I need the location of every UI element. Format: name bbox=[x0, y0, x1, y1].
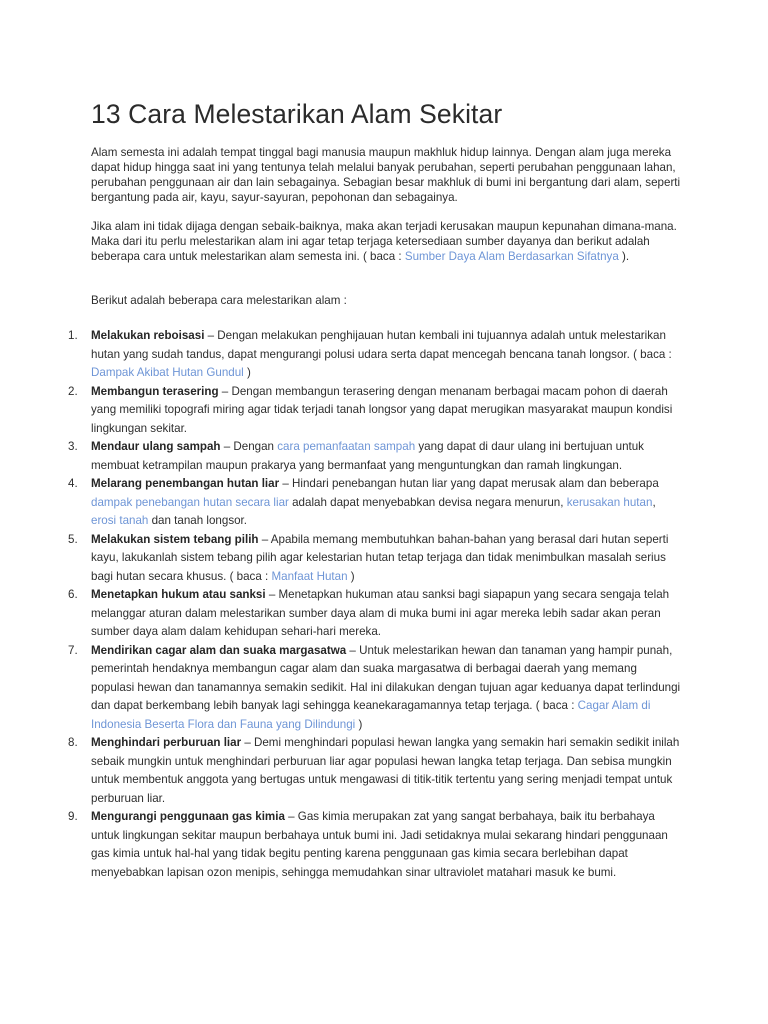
list-item-text: – Hindari penebangan hutan liar yang dapat merusak alam dan beberapa bbox=[279, 477, 659, 490]
list-item-number: 5. bbox=[68, 532, 78, 546]
list-item bbox=[0, 531, 681, 587]
list-item-text: adalah dapat menyebabkan devisa negara menurun, bbox=[288, 495, 567, 509]
list-item bbox=[0, 586, 681, 642]
list-item bbox=[0, 642, 681, 735]
list-item bbox=[0, 475, 681, 531]
list-item-text: – Gas kimia merupakan zat yang sangat berbahaya, baik itu berbahaya untuk lingkungan sekitar maupun berbahaya untuk bumi ini. Jadi setidaknya mulai sekarang hindari penggunaan gas kimia untuk hal-hal yang tidak begitu penting karena penggunaan gas kimia secara berlebihan dapat menyebabkan lapisan ozon menipis, sehingga memudahkan sinar ultraviolet matahari masuk ke bumi. bbox=[91, 810, 668, 879]
link-cagar-alam-indonesia[interactable]: Cagar Alam di Indonesia Beserta Flora dan Fauna yang Dilindungi bbox=[91, 699, 651, 731]
list-item-number: 9. bbox=[68, 810, 78, 823]
list-item-text: , bbox=[652, 495, 656, 509]
link-dampak-hutan-gundul[interactable]: Dampak Akibat Hutan Gundul bbox=[91, 366, 244, 379]
link-dampak-penebangan-hutan[interactable]: dampak penebangan hutan secara liar bbox=[91, 495, 289, 509]
list-item-heading: Membangun terasering bbox=[91, 384, 219, 398]
list-item-text: – Dengan membangun terasering dengan menanam berbagai macam pohon di daerah yang memiliki topografi miring agar tidak terjadi tanah longsor yang dapat merugikan masyarakat maupun kondisi lingkungan sekitar. bbox=[91, 384, 673, 435]
link-erosi-tanah[interactable]: erosi tanah bbox=[91, 514, 149, 527]
intro-paragraph-2-text: Jika alam ini tidak dijaga dengan sebaik-baiknya, maka akan terjadi kerusakan maupun kepunahan dimana-mana. Maka dari itu perlu melestarikan alam ini agar tetap terjaga ketersediaan sumber dayanya dan berikut adalah beberapa cara untuk melestarikan alam semesta ini. ( baca : bbox=[91, 220, 677, 263]
link-sumber-daya-alam[interactable]: Sumber Daya Alam Berdasarkan Sifatnya bbox=[404, 250, 619, 263]
list-item bbox=[0, 808, 681, 882]
list-item-number: 2. bbox=[68, 384, 78, 398]
link-kerusakan-hutan[interactable]: kerusakan hutan bbox=[566, 495, 653, 509]
list-item-text: – Demi menghindari populasi hewan langka yang semakin hari semakin sedikit inilah sebaik mungkin untuk menghindari perburuan liar agar populasi hewan langka tetap terjaga. Dan sebisa mungkin untuk membentuk anggota yang bertugas untuk mengawasi di titik-titik tertentu yang sering menjadi tempat untuk perburuan liar. bbox=[91, 736, 680, 805]
list-item-heading: Menetapkan hukum atau sanksi bbox=[91, 588, 266, 601]
list-item-heading: Mendirikan cagar alam dan suaka margasatwa bbox=[91, 643, 347, 657]
list-item-heading: Mendaur ulang sampah bbox=[91, 440, 221, 453]
list-item-number: 1. bbox=[68, 329, 78, 342]
list-item-number: 8. bbox=[68, 736, 78, 749]
list-item-heading: Mengurangi penggunaan gas kimia bbox=[91, 810, 285, 823]
list-item-number: 4. bbox=[68, 477, 78, 490]
intro-paragraph-2 bbox=[91, 219, 681, 264]
list-item-text: dan tanah longsor. bbox=[148, 514, 248, 527]
list-item-heading: Melakukan reboisasi bbox=[91, 329, 205, 342]
list-item-number: 7. bbox=[68, 643, 78, 657]
list-item-heading: Melakukan sistem tebang pilih bbox=[91, 532, 259, 546]
list-item-text: – Dengan bbox=[220, 440, 278, 453]
list-item-heading: Melarang penembangan hutan liar bbox=[91, 477, 280, 490]
intro-paragraph-2-end: ). bbox=[618, 250, 630, 263]
list-item bbox=[0, 383, 681, 439]
link-manfaat-hutan[interactable]: Manfaat Hutan bbox=[271, 569, 348, 583]
list-item-text: – Menetapkan hukuman atau sanksi bagi siapapun yang secara sengaja telah melanggar aturan dalam melestarikan sumber daya alam di muka bumi ini agar mereka lebih sadar akan peran sumber daya alam dalam kehidupan sehari-hari mereka. bbox=[91, 588, 670, 638]
list-item-text: ) bbox=[355, 717, 363, 731]
list-item-text: yang dapat di daur ulang ini bertujuan untuk membuat ketrampilan maupun prakarya yang bermanfaat yang menguntungkan dan ramah lingkungan. bbox=[91, 440, 644, 472]
list-item-text: ) bbox=[243, 366, 251, 379]
page-title: 13 Cara Melestarikan Alam Sekitar bbox=[91, 99, 503, 129]
list-item bbox=[0, 327, 681, 383]
conservation-steps-list bbox=[0, 327, 768, 882]
intro-paragraph-1: Alam semesta ini adalah tempat tinggal bagi manusia maupun makhluk hidup lainnya. Dengan alam juga mereka dapat hidup hingga saat ini yang tentunya telah melalui banyak perubahan, seperti perubahan penggunaan lahan, perubahan penggunaan air dan lain sebagainya. Sebagian besar makhluk di bumi ini bergantung dari alam, seperti bergantung pada air, kayu, sayur-sayuran, pepohonan dan sebagainya. bbox=[91, 146, 681, 204]
link-cara-pemanfaatan-sampah[interactable]: cara pemanfaatan sampah bbox=[277, 440, 416, 453]
list-item-text: – Untuk melestarikan hewan dan tanaman yang hampir punah, pemerintah hendaknya membangun cagar alam dan suaka margasatwa di berbagai daerah yang memang populasi hewan dan tanamannya semakin sedikit. Hal ini dilakukan dengan tujuan agar keduanya dapat terlindungi dan dapat berkembang lebih banyak lagi sehingga keanekaragamannya tetap terjaga. ( baca : bbox=[91, 643, 681, 712]
list-item bbox=[0, 438, 681, 475]
intro-paragraph-3: Berikut adalah beberapa cara melestarikan alam : bbox=[91, 294, 347, 307]
list-item bbox=[0, 734, 681, 808]
list-item-text: – Apabila memang membutuhkan bahan-bahan yang berasal dari hutan seperti kayu, lakukanlah sistem tebang pilih agar kelestarian hutan tetap terjaga dan tidak menimbulkan masalah serius bagi hutan secara khusus. ( baca : bbox=[91, 532, 669, 583]
list-item-number: 3. bbox=[68, 440, 78, 453]
list-item-heading: Menghindari perburuan liar bbox=[91, 736, 242, 749]
list-item-text: ) bbox=[347, 569, 355, 583]
list-item-number: 6. bbox=[68, 588, 78, 601]
list-item-text: – Dengan melakukan penghijauan hutan kembali ini tujuannya adalah untuk melestarikan hutan yang sudah tandus, dapat mengurangi polusi udara serta dapat mencegah bencana tanah longsor. ( baca : bbox=[91, 329, 672, 361]
